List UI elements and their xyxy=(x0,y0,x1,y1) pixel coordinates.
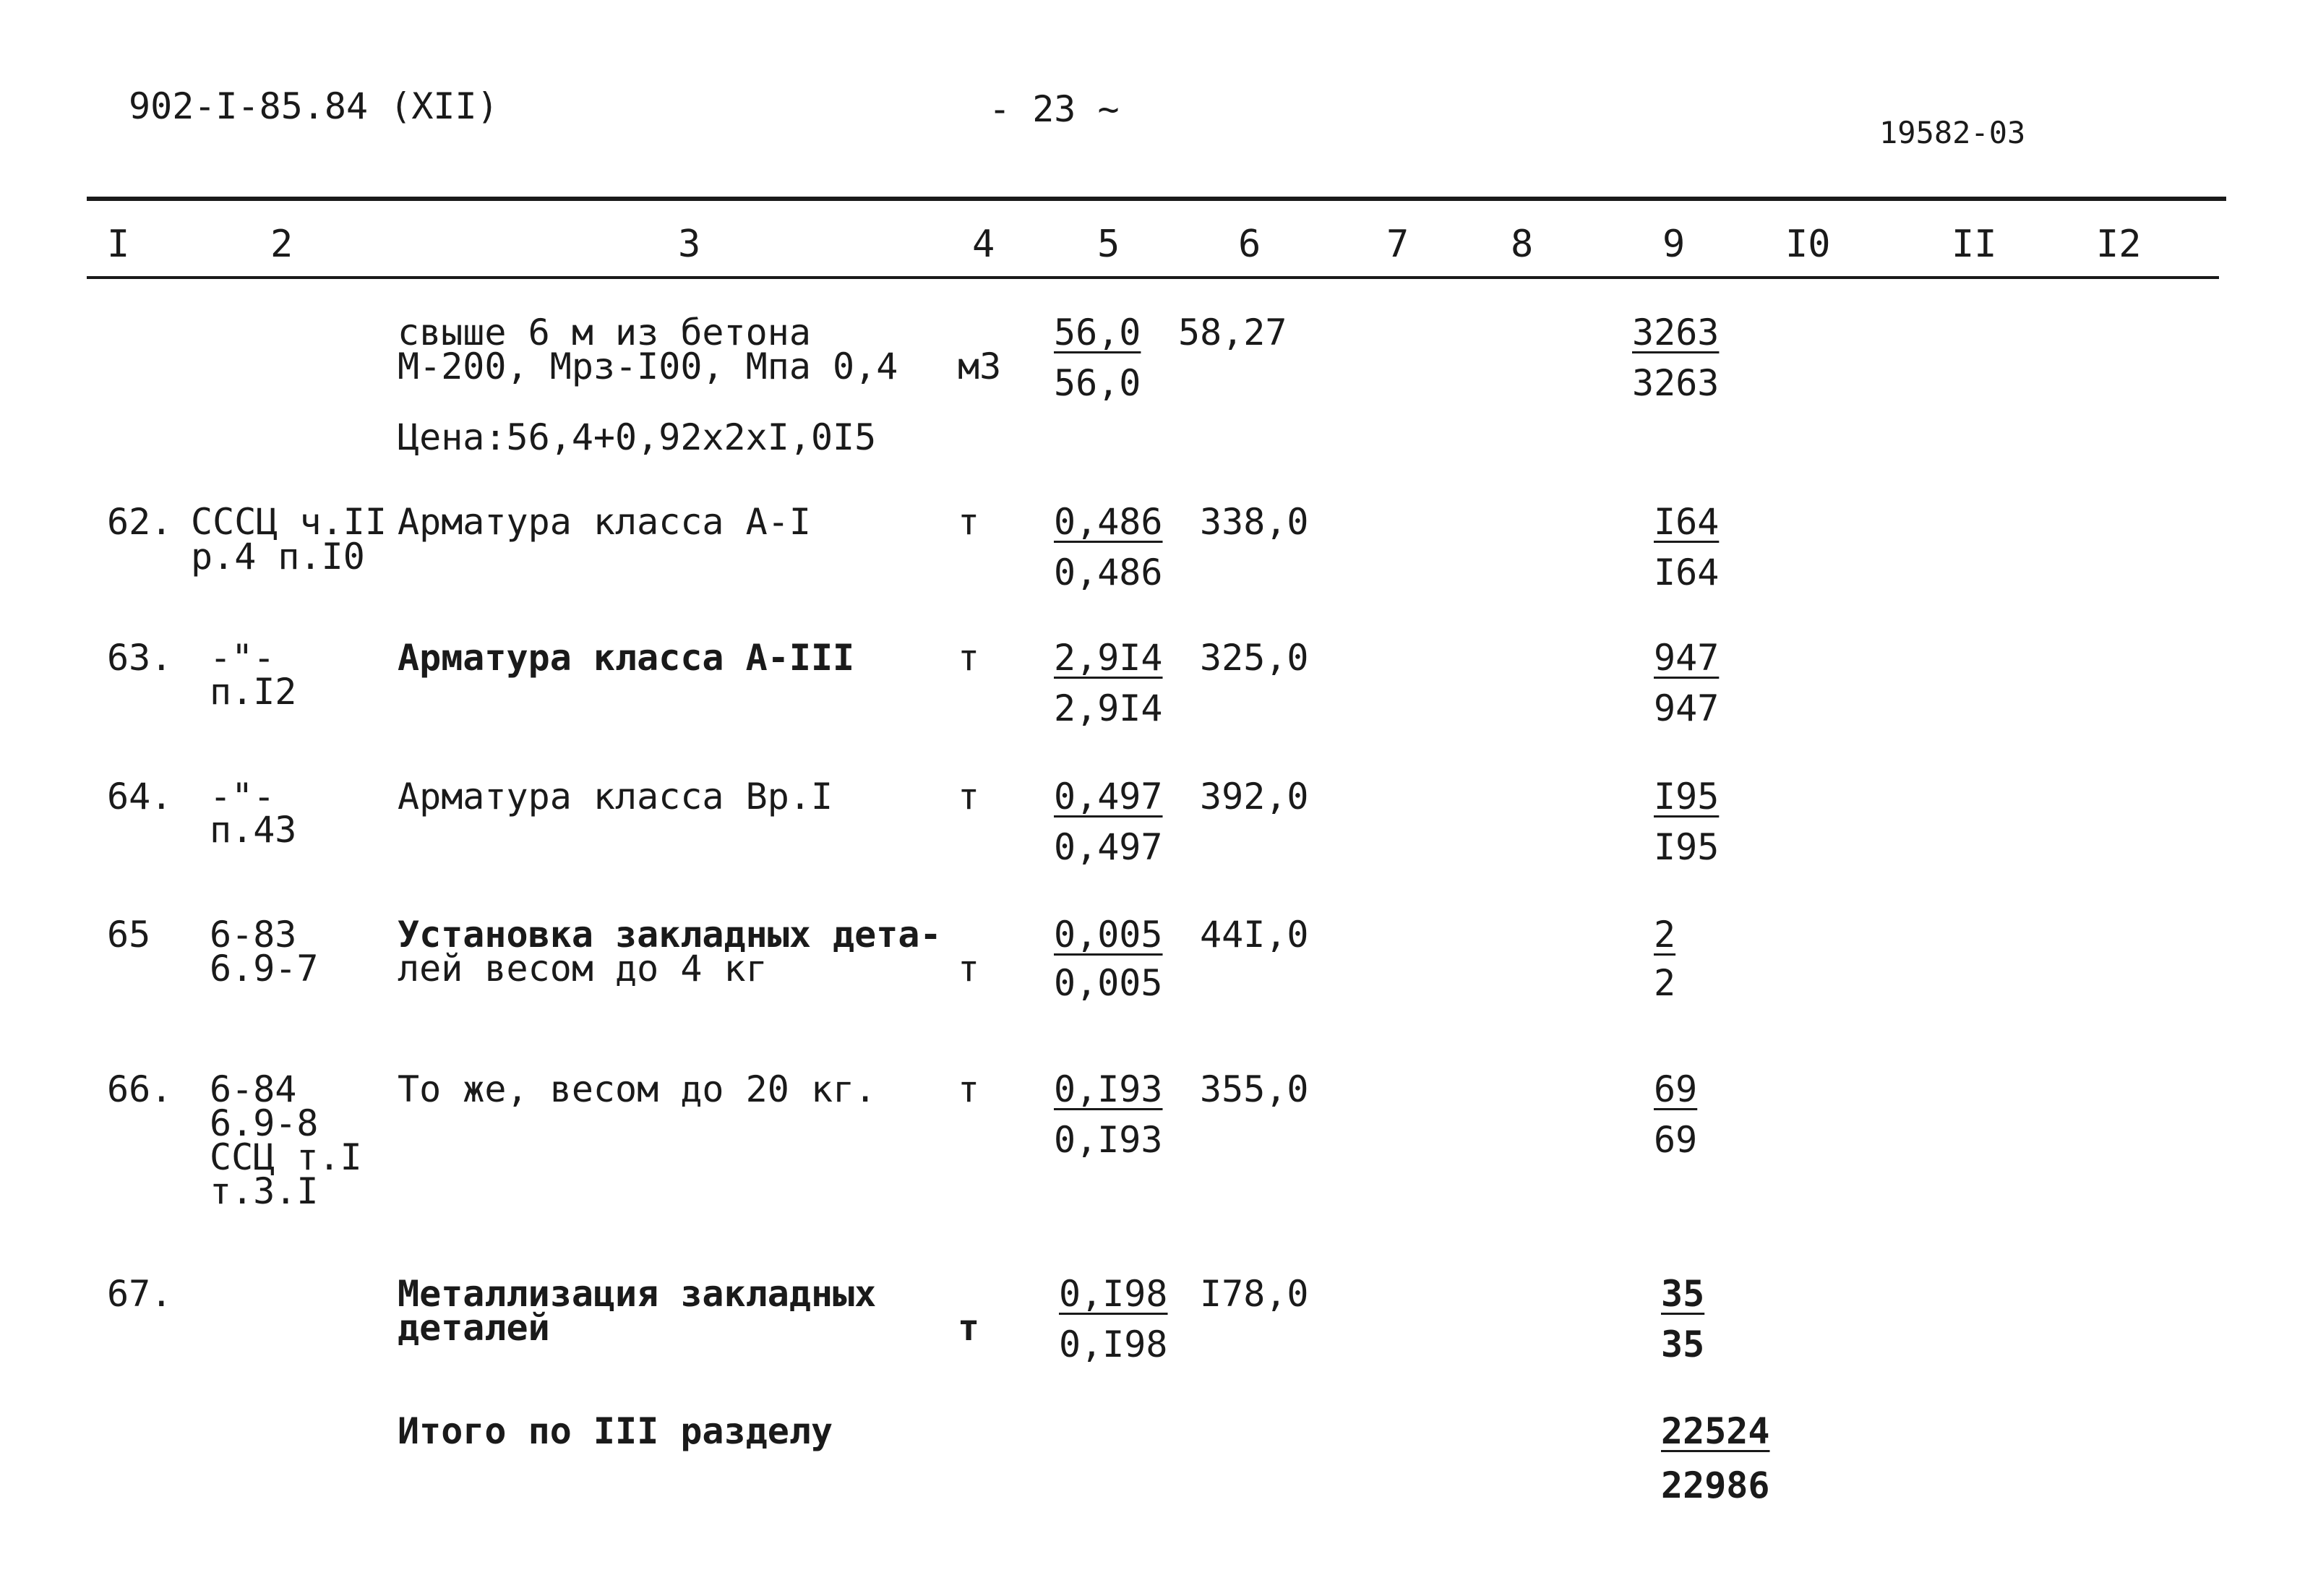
column-header-5: 5 xyxy=(1097,223,1120,266)
row-unit: т xyxy=(958,948,980,990)
row-quantity-bottom: 0,I93 xyxy=(1054,1119,1163,1161)
column-header-2: 2 xyxy=(270,223,293,266)
row-code-line: р.4 п.I0 xyxy=(191,536,365,578)
row-code-line: 6-84 xyxy=(210,1068,297,1110)
row-description-line: Арматура класса Вр.I xyxy=(398,776,833,818)
table-header-rule xyxy=(87,276,2219,279)
row-unit-price: 355,0 xyxy=(1200,1068,1309,1110)
row-cost-bottom: 69 xyxy=(1654,1119,1698,1161)
row-unit-price: 58,27 xyxy=(1178,312,1287,353)
page-number: - 23 ~ xyxy=(989,88,1120,130)
row-description-line: лей весом до 4 кг xyxy=(398,948,768,990)
row-quantity-bottom: 0,497 xyxy=(1054,826,1163,868)
row-number: 62. xyxy=(107,501,173,543)
row-code-line: СССЦ ч.II xyxy=(191,501,387,543)
row-description-line: свыше 6 м из бетона xyxy=(398,312,811,353)
row-code-line: 6.9-7 xyxy=(210,948,319,990)
row-quantity-bottom: 0,005 xyxy=(1054,962,1163,1004)
row-code-line: ССЦ т.I xyxy=(210,1136,362,1178)
row-quantity-top: 0,I98 xyxy=(1059,1273,1168,1315)
row-price-formula: Цена:56,4+0,92x2xI,0I5 xyxy=(398,416,877,458)
row-cost-top: 69 xyxy=(1654,1068,1698,1110)
column-header-10: I0 xyxy=(1785,223,1831,266)
column-header-9: 9 xyxy=(1662,223,1686,266)
row-cost-top: I64 xyxy=(1654,501,1720,543)
row-cost-bottom: 947 xyxy=(1654,687,1720,729)
row-quantity-top: 0,497 xyxy=(1054,776,1163,818)
row-code-line: т.3.I xyxy=(210,1170,319,1212)
row-unit: т xyxy=(958,637,980,679)
row-code-line: -"- xyxy=(210,637,275,679)
row-cost-top: 3263 xyxy=(1632,312,1720,353)
row-cost-bottom: 35 xyxy=(1661,1323,1705,1365)
row-number: 67. xyxy=(107,1273,173,1315)
row-unit: т xyxy=(958,1307,980,1349)
row-quantity-top: 0,486 xyxy=(1054,501,1163,543)
row-unit-price: 44I,0 xyxy=(1200,914,1309,956)
column-header-1: I xyxy=(107,223,130,266)
row-cost-top: I95 xyxy=(1654,776,1720,818)
row-cost-bottom: 3263 xyxy=(1632,362,1720,404)
row-cost-top: 35 xyxy=(1661,1273,1705,1315)
row-quantity-bottom: 0,486 xyxy=(1054,552,1163,593)
row-quantity-bottom: 2,9I4 xyxy=(1054,687,1163,729)
column-header-4: 4 xyxy=(972,223,995,266)
row-number: 65 xyxy=(107,914,151,956)
row-number: 64. xyxy=(107,776,173,818)
row-unit: т xyxy=(958,501,980,543)
column-header-11: II xyxy=(1952,223,1997,266)
row-unit-price: 392,0 xyxy=(1200,776,1309,818)
row-quantity-bottom: 56,0 xyxy=(1054,362,1141,404)
column-header-8: 8 xyxy=(1511,223,1534,266)
row-code-line: -"- xyxy=(210,776,275,818)
row-cost-top: 2 xyxy=(1654,914,1676,956)
total-value-bottom: 22986 xyxy=(1661,1464,1770,1506)
row-quantity-top: 0,I93 xyxy=(1054,1068,1163,1110)
row-code-line: 6.9-8 xyxy=(210,1102,319,1144)
table-top-rule xyxy=(87,197,2226,201)
row-number: 63. xyxy=(107,637,173,679)
row-description-line: Металлизация закладных xyxy=(398,1273,877,1315)
column-header-3: 3 xyxy=(678,223,701,266)
row-unit-price: 325,0 xyxy=(1200,637,1309,679)
row-description-line: Арматура класса А-I xyxy=(398,501,811,543)
row-unit-price: 338,0 xyxy=(1200,501,1309,543)
row-quantity-top: 0,005 xyxy=(1054,914,1163,956)
row-cost-top: 947 xyxy=(1654,637,1720,679)
total-label: Итого по III разделу xyxy=(398,1410,833,1452)
row-quantity-top: 56,0 xyxy=(1054,312,1141,353)
row-description-line: М-200, Мрз-I00, Мпа 0,4 xyxy=(398,346,898,387)
row-description-line: То же, весом до 20 кг. xyxy=(398,1068,877,1110)
row-cost-bottom: I64 xyxy=(1654,552,1720,593)
row-quantity-top: 2,9I4 xyxy=(1054,637,1163,679)
row-quantity-bottom: 0,I98 xyxy=(1059,1323,1168,1365)
document-code: 902-I-85.84 (XII) xyxy=(129,85,499,127)
row-description-line: Арматура класса А-III xyxy=(398,637,855,679)
row-code-line: п.I2 xyxy=(210,671,297,713)
row-unit: т xyxy=(958,1068,980,1110)
row-description-line: деталей xyxy=(398,1307,550,1349)
total-value-top: 22524 xyxy=(1661,1410,1770,1452)
row-description-line: Установка закладных дета- xyxy=(398,914,942,956)
column-header-12: I2 xyxy=(2096,223,2142,266)
row-code-line: 6-83 xyxy=(210,914,297,956)
row-unit: м3 xyxy=(958,346,1002,387)
row-cost-bottom: 2 xyxy=(1654,962,1676,1004)
archive-stamp: 19582-03 xyxy=(1879,115,2026,150)
column-header-7: 7 xyxy=(1386,223,1409,266)
row-code-line: п.43 xyxy=(210,809,297,851)
row-cost-bottom: I95 xyxy=(1654,826,1720,868)
column-header-6: 6 xyxy=(1238,223,1261,266)
row-number: 66. xyxy=(107,1068,173,1110)
row-unit-price: I78,0 xyxy=(1200,1273,1309,1315)
row-unit: т xyxy=(958,776,980,818)
